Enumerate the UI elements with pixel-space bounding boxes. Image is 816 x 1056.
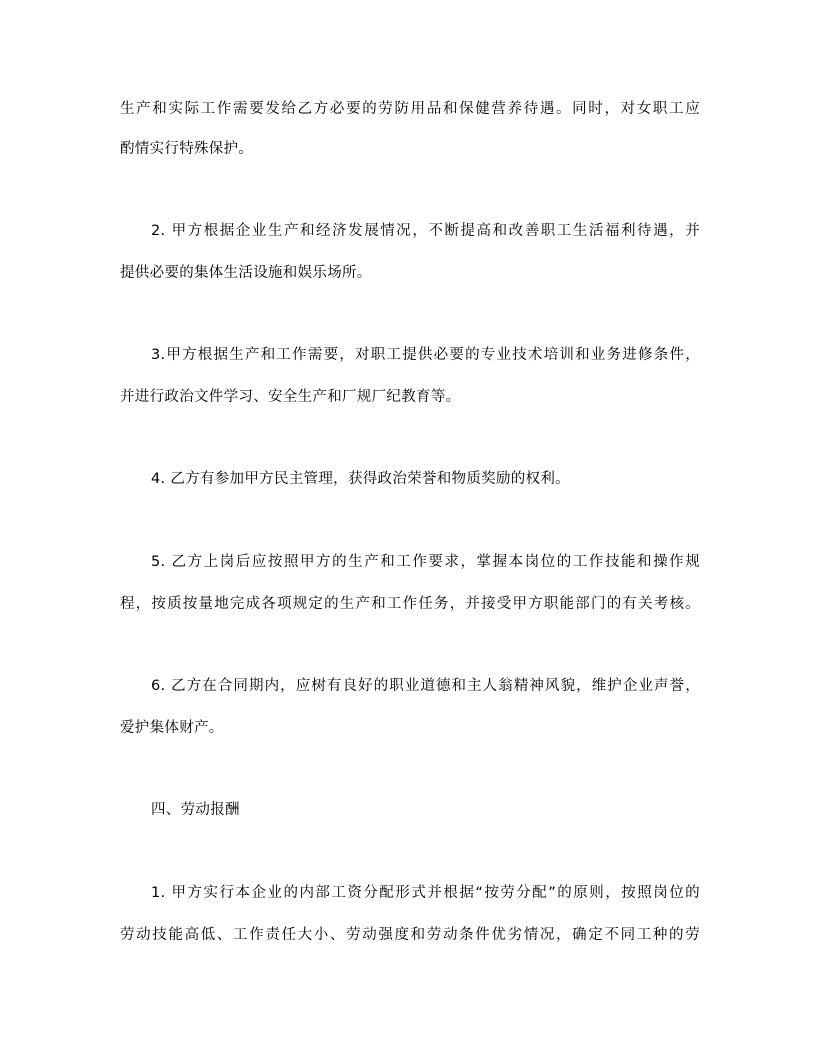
paragraph-3-line-1: 3.甲方根据生产和工作需要，对职工提供必要的专业技术培训和业务进修条件， [151, 347, 700, 363]
text-line: 酌情实行特殊保护。 [120, 141, 254, 157]
section-heading: 四、劳动报酬 [151, 802, 240, 818]
section-paragraph-1-line-2: 劳动技能高低、工作责任大小、劳动强度和劳动条件优劣情况，确定不同工种的劳 [120, 927, 700, 943]
text-line: 生产和实际工作需要发给乙方必要的劳防用品和保健营养待遇。同时，对女职工应 [120, 101, 700, 117]
section-paragraph-1-line-1: 1. 甲方实行本企业的内部工资分配形式并根据“按劳分配”的原则，按照岗位的 [151, 885, 700, 901]
paragraph-6-line-2: 爱护集体财产。 [120, 720, 224, 736]
paragraph-2-line-1: 2. 甲方根据企业生产和经济发展情况，不断提高和改善职工生活福利待遇，并 [151, 223, 700, 239]
paragraph-4-line-1: 4. 乙方有参加甲方民主管理，获得政治荣誉和物质奖励的权利。 [151, 471, 570, 487]
paragraph-5-line-1: 5. 乙方上岗后应按照甲方的生产和工作要求，掌握本岗位的工作技能和操作规 [151, 554, 700, 570]
paragraph-5-line-2: 程，按质按量地完成各项规定的生产和工作任务，并接受甲方职能部门的有关考核。 [120, 596, 700, 612]
paragraph-6-line-1: 6. 乙方在合同期内，应树有良好的职业道德和主人翁精神风貌，维护企业声誉， [151, 678, 700, 694]
paragraph-2-line-2: 提供必要的集体生活设施和娱乐场所。 [120, 265, 372, 281]
paragraph-3-line-2: 并进行政治文件学习、安全生产和厂规厂纪教育等。 [120, 389, 461, 405]
